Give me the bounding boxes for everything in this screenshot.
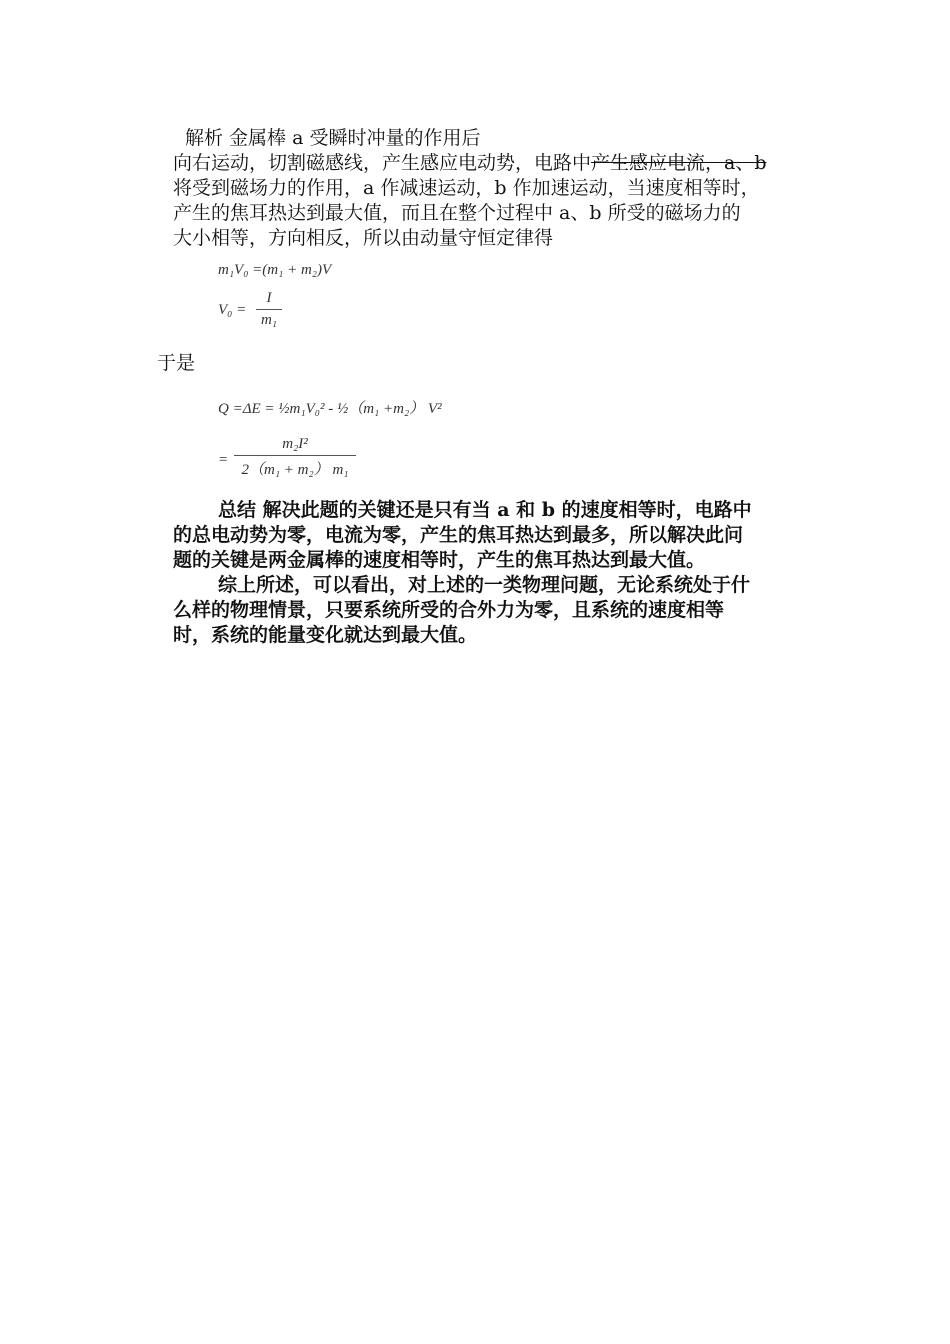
analysis-line-2-text: 向右运动，切割磁感线，产生感应电动势，电路中: [173, 152, 592, 174]
equation-v0-numerator: I: [266, 290, 272, 306]
summary-line-1: 总结 解决此题的关键还是只有当 a 和 b 的速度相等时，电路中: [218, 499, 752, 521]
analysis-line-5: 大小相等，方向相反，所以由动量守恒定律得: [173, 227, 554, 249]
equation-v0-denominator: m₁: [260, 312, 278, 328]
equation-v0-fraction: [256, 290, 282, 329]
equation-result-numerator: m₂I²: [282, 436, 308, 452]
analysis-line-1: 解析 金属棒 a 受瞬时冲量的作用后: [185, 127, 481, 149]
analysis-line-2-struck: 产生感应电流，a、b: [591, 152, 767, 174]
equation-energy: Q =ΔE = ½m₁V₀² - ½（m₁ +m₂） V²: [218, 401, 442, 417]
summary-line-4: 综上所述，可以看出，对上述的一类物理问题，无论系统处于什: [218, 574, 751, 596]
fraction-bar: [256, 309, 282, 310]
fraction-bar: [234, 455, 356, 456]
equation-result-fraction: [234, 436, 356, 479]
summary-line-3: 题的关键是两金属棒的速度相等时，产生的焦耳热达到最大值。: [173, 549, 706, 571]
analysis-line-4: 产生的焦耳热达到最大值，而且在整个过程中 a、b 所受的磁场力的: [173, 202, 741, 224]
equation-result-lhs: =: [218, 452, 229, 468]
analysis-line-2: [173, 150, 767, 176]
summary-line-5: 么样的物理情景，只要系统所受的合外力为零，且系统的速度相等: [173, 599, 725, 621]
then-label: 于是: [157, 352, 196, 374]
analysis-line-3: 将受到磁场力的作用，a 作减速运动，b 作加速运动，当速度相等时，: [173, 177, 760, 199]
equation-momentum: m₁V₀ =(m₁ + m₂)V: [218, 262, 332, 278]
equation-result-denominator: 2（m₁ + m₂） m₁: [241, 462, 349, 478]
summary-line-6: 时，系统的能量变化就达到最大值。: [173, 624, 478, 646]
equation-v0-lhs: V₀ =: [218, 302, 247, 318]
summary-line-2: 的总电动势为零，电流为零，产生的焦耳热达到最多，所以解决此问: [173, 524, 744, 546]
